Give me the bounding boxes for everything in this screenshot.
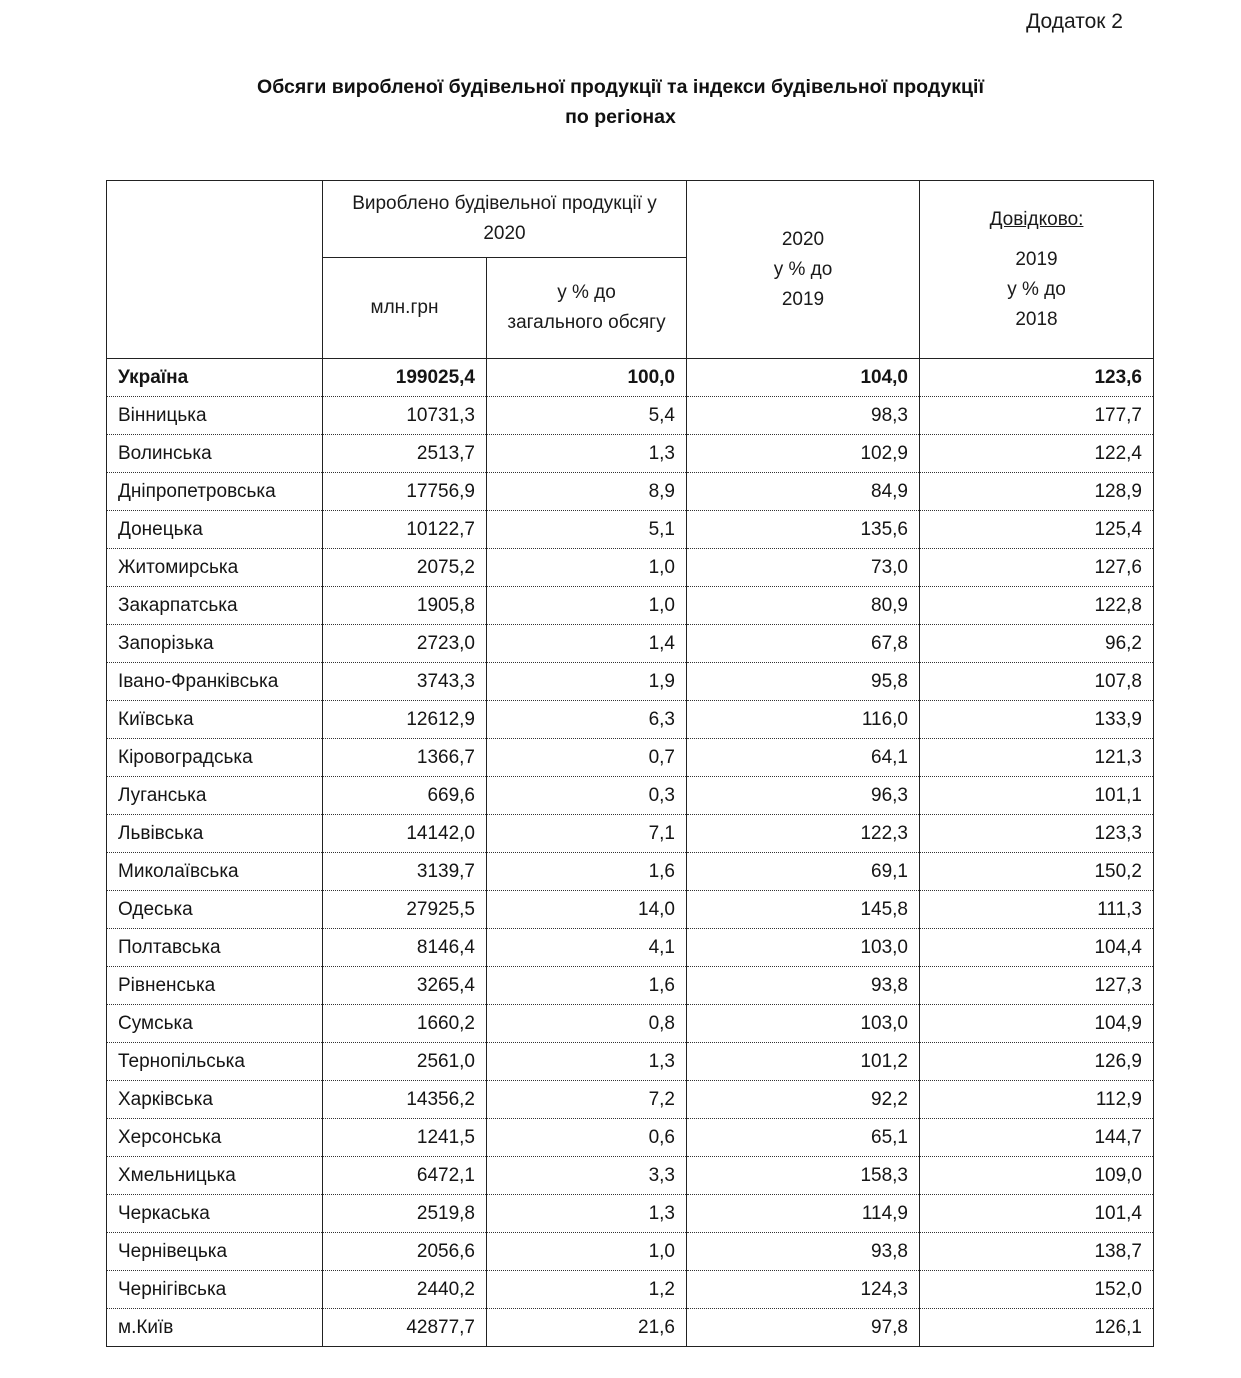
- region-name: Херсонська: [107, 1119, 323, 1157]
- share-pct-value: 1,0: [487, 587, 687, 625]
- mln-uah-value: 10122,7: [323, 511, 487, 549]
- table-row: [107, 853, 1154, 891]
- table-body: [107, 359, 1154, 1347]
- index-2020-value: 97,8: [687, 1309, 920, 1347]
- table-header: [107, 181, 1154, 359]
- index-2019-value: 112,9: [920, 1081, 1154, 1119]
- region-name: Одеська: [107, 891, 323, 929]
- share-pct-value: 0,6: [487, 1119, 687, 1157]
- mln-uah-value: 199025,4: [323, 359, 487, 397]
- index-2019-value: 150,2: [920, 853, 1154, 891]
- region-name: Дніпропетровська: [107, 473, 323, 511]
- share-pct-value: 8,9: [487, 473, 687, 511]
- mln-uah-value: 3743,3: [323, 663, 487, 701]
- title-line-1: Обсяги виробленої будівельної продукції та індекси будівельної продукції: [257, 76, 984, 98]
- region-name: Україна: [107, 359, 323, 397]
- region-name: Миколаївська: [107, 853, 323, 891]
- index-2019-value: 109,0: [920, 1157, 1154, 1195]
- mln-uah-value: 1366,7: [323, 739, 487, 777]
- table-row-total: [107, 359, 1154, 397]
- mln-uah-value: 2056,6: [323, 1233, 487, 1271]
- index-2020-value: 80,9: [687, 587, 920, 625]
- mln-uah-value: 14142,0: [323, 815, 487, 853]
- share-pct-value: 1,6: [487, 853, 687, 891]
- index-2020-value: 135,6: [687, 511, 920, 549]
- table-row: [107, 473, 1154, 511]
- mln-uah-value: 2440,2: [323, 1271, 487, 1309]
- index-2019-value: 126,1: [920, 1309, 1154, 1347]
- table-row: [107, 815, 1154, 853]
- table-row: [107, 1119, 1154, 1157]
- share-pct-value: 5,4: [487, 397, 687, 435]
- index-2019-value: 123,6: [920, 359, 1154, 397]
- region-name: Житомирська: [107, 549, 323, 587]
- table-row: [107, 891, 1154, 929]
- index-2020-value: 103,0: [687, 929, 920, 967]
- table-row: [107, 777, 1154, 815]
- index-2019-value: 144,7: [920, 1119, 1154, 1157]
- index-2020-value: 64,1: [687, 739, 920, 777]
- index-2019-value: 122,4: [920, 435, 1154, 473]
- index-2020-value: 104,0: [687, 359, 920, 397]
- table-row: [107, 1271, 1154, 1309]
- share-pct-value: 0,8: [487, 1005, 687, 1043]
- share-pct-value: 1,9: [487, 663, 687, 701]
- mln-uah-value: 669,6: [323, 777, 487, 815]
- index-2019-value: 104,4: [920, 929, 1154, 967]
- share-pct-value: 14,0: [487, 891, 687, 929]
- header-share-pct: у % до загального обсягу: [487, 258, 687, 359]
- index-2020-value: 102,9: [687, 435, 920, 473]
- share-pct-value: 5,1: [487, 511, 687, 549]
- title-line-2: по регіонах: [565, 106, 676, 128]
- share-pct-value: 7,1: [487, 815, 687, 853]
- index-2020-value: 98,3: [687, 397, 920, 435]
- index-2019-value: 128,9: [920, 473, 1154, 511]
- region-name: Рівненська: [107, 967, 323, 1005]
- index-2019-value: 101,1: [920, 777, 1154, 815]
- index-2019-value: 126,9: [920, 1043, 1154, 1081]
- index-2020-value: 145,8: [687, 891, 920, 929]
- table-row: [107, 397, 1154, 435]
- regional-construction-table: [106, 180, 1154, 1347]
- index-2019-value: 107,8: [920, 663, 1154, 701]
- index-2019-value: 104,9: [920, 1005, 1154, 1043]
- share-pct-value: 0,7: [487, 739, 687, 777]
- index-2019-value: 96,2: [920, 625, 1154, 663]
- header-reference-2019-vs-2018: Довідково: 2019 у % до 2018: [920, 181, 1154, 359]
- share-pct-value: 1,4: [487, 625, 687, 663]
- index-2020-value: 116,0: [687, 701, 920, 739]
- header-group-produced: Вироблено будівельної продукції у 2020: [323, 181, 687, 258]
- reference-label: Довідково:: [989, 208, 1084, 230]
- share-pct-value: 3,3: [487, 1157, 687, 1195]
- region-name: Львівська: [107, 815, 323, 853]
- index-2020-value: 65,1: [687, 1119, 920, 1157]
- table-row: [107, 1081, 1154, 1119]
- index-2020-value: 158,3: [687, 1157, 920, 1195]
- table-row: [107, 1195, 1154, 1233]
- region-name: Волинська: [107, 435, 323, 473]
- share-pct-value: 100,0: [487, 359, 687, 397]
- index-2020-value: 69,1: [687, 853, 920, 891]
- mln-uah-value: 6472,1: [323, 1157, 487, 1195]
- index-2020-value: 84,9: [687, 473, 920, 511]
- mln-uah-value: 12612,9: [323, 701, 487, 739]
- header-mln-uah: млн.грн: [323, 258, 487, 359]
- index-2020-value: 124,3: [687, 1271, 920, 1309]
- index-2019-value: 121,3: [920, 739, 1154, 777]
- index-2019-value: 125,4: [920, 511, 1154, 549]
- index-2019-value: 127,3: [920, 967, 1154, 1005]
- region-name: Харківська: [107, 1081, 323, 1119]
- share-pct-value: 1,0: [487, 1233, 687, 1271]
- mln-uah-value: 8146,4: [323, 929, 487, 967]
- table-row: [107, 1043, 1154, 1081]
- appendix-label: Додаток 2: [1026, 10, 1123, 33]
- index-2020-value: 122,3: [687, 815, 920, 853]
- share-pct-value: 0,3: [487, 777, 687, 815]
- table-row: [107, 967, 1154, 1005]
- region-name: Запорізька: [107, 625, 323, 663]
- table-row: [107, 1309, 1154, 1347]
- index-2020-value: 73,0: [687, 549, 920, 587]
- mln-uah-value: 1241,5: [323, 1119, 487, 1157]
- mln-uah-value: 2561,0: [323, 1043, 487, 1081]
- share-pct-value: 1,3: [487, 435, 687, 473]
- share-pct-value: 7,2: [487, 1081, 687, 1119]
- index-2020-value: 101,2: [687, 1043, 920, 1081]
- region-name: Чернігівська: [107, 1271, 323, 1309]
- share-pct-value: 21,6: [487, 1309, 687, 1347]
- region-name: Сумська: [107, 1005, 323, 1043]
- share-pct-value: 1,2: [487, 1271, 687, 1309]
- index-2019-value: 127,6: [920, 549, 1154, 587]
- header-region-empty: [107, 181, 323, 359]
- region-name: Івано-Франківська: [107, 663, 323, 701]
- table-row: [107, 1157, 1154, 1195]
- share-pct-value: 1,0: [487, 549, 687, 587]
- share-pct-value: 1,3: [487, 1195, 687, 1233]
- index-2019-value: 152,0: [920, 1271, 1154, 1309]
- mln-uah-value: 3139,7: [323, 853, 487, 891]
- mln-uah-value: 17756,9: [323, 473, 487, 511]
- index-2019-value: 101,4: [920, 1195, 1154, 1233]
- mln-uah-value: 2075,2: [323, 549, 487, 587]
- index-2019-value: 177,7: [920, 397, 1154, 435]
- mln-uah-value: 14356,2: [323, 1081, 487, 1119]
- index-2019-value: 122,8: [920, 587, 1154, 625]
- table-row: [107, 701, 1154, 739]
- mln-uah-value: 2513,7: [323, 435, 487, 473]
- region-name: Закарпатська: [107, 587, 323, 625]
- table-row: [107, 929, 1154, 967]
- share-pct-value: 1,6: [487, 967, 687, 1005]
- table-row: [107, 435, 1154, 473]
- region-name: Луганська: [107, 777, 323, 815]
- mln-uah-value: 42877,7: [323, 1309, 487, 1347]
- mln-uah-value: 27925,5: [323, 891, 487, 929]
- index-2019-value: 138,7: [920, 1233, 1154, 1271]
- mln-uah-value: 3265,4: [323, 967, 487, 1005]
- share-pct-value: 4,1: [487, 929, 687, 967]
- table-row: [107, 549, 1154, 587]
- table-row: [107, 511, 1154, 549]
- table-row: [107, 1233, 1154, 1271]
- header-index-2020-vs-2019: 2020 у % до 2019: [687, 181, 920, 359]
- share-pct-value: 6,3: [487, 701, 687, 739]
- table-row: [107, 739, 1154, 777]
- region-name: Полтавська: [107, 929, 323, 967]
- region-name: Хмельницька: [107, 1157, 323, 1195]
- table-row: [107, 625, 1154, 663]
- region-name: Вінницька: [107, 397, 323, 435]
- table-row: [107, 663, 1154, 701]
- document-title: [0, 72, 1241, 132]
- index-2020-value: 67,8: [687, 625, 920, 663]
- mln-uah-value: 1905,8: [323, 587, 487, 625]
- index-2020-value: 93,8: [687, 1233, 920, 1271]
- index-2020-value: 114,9: [687, 1195, 920, 1233]
- share-pct-value: 1,3: [487, 1043, 687, 1081]
- mln-uah-value: 10731,3: [323, 397, 487, 435]
- region-name: Тернопільська: [107, 1043, 323, 1081]
- region-name: Кіровоградська: [107, 739, 323, 777]
- region-name: Черкаська: [107, 1195, 323, 1233]
- table-row: [107, 1005, 1154, 1043]
- mln-uah-value: 2519,8: [323, 1195, 487, 1233]
- mln-uah-value: 2723,0: [323, 625, 487, 663]
- region-name: Чернівецька: [107, 1233, 323, 1271]
- region-name: Донецька: [107, 511, 323, 549]
- index-2019-value: 133,9: [920, 701, 1154, 739]
- index-2019-value: 111,3: [920, 891, 1154, 929]
- region-name: м.Київ: [107, 1309, 323, 1347]
- index-2019-value: 123,3: [920, 815, 1154, 853]
- table-row: [107, 587, 1154, 625]
- region-name: Київська: [107, 701, 323, 739]
- index-2020-value: 92,2: [687, 1081, 920, 1119]
- index-2020-value: 96,3: [687, 777, 920, 815]
- index-2020-value: 103,0: [687, 1005, 920, 1043]
- index-2020-value: 93,8: [687, 967, 920, 1005]
- mln-uah-value: 1660,2: [323, 1005, 487, 1043]
- index-2020-value: 95,8: [687, 663, 920, 701]
